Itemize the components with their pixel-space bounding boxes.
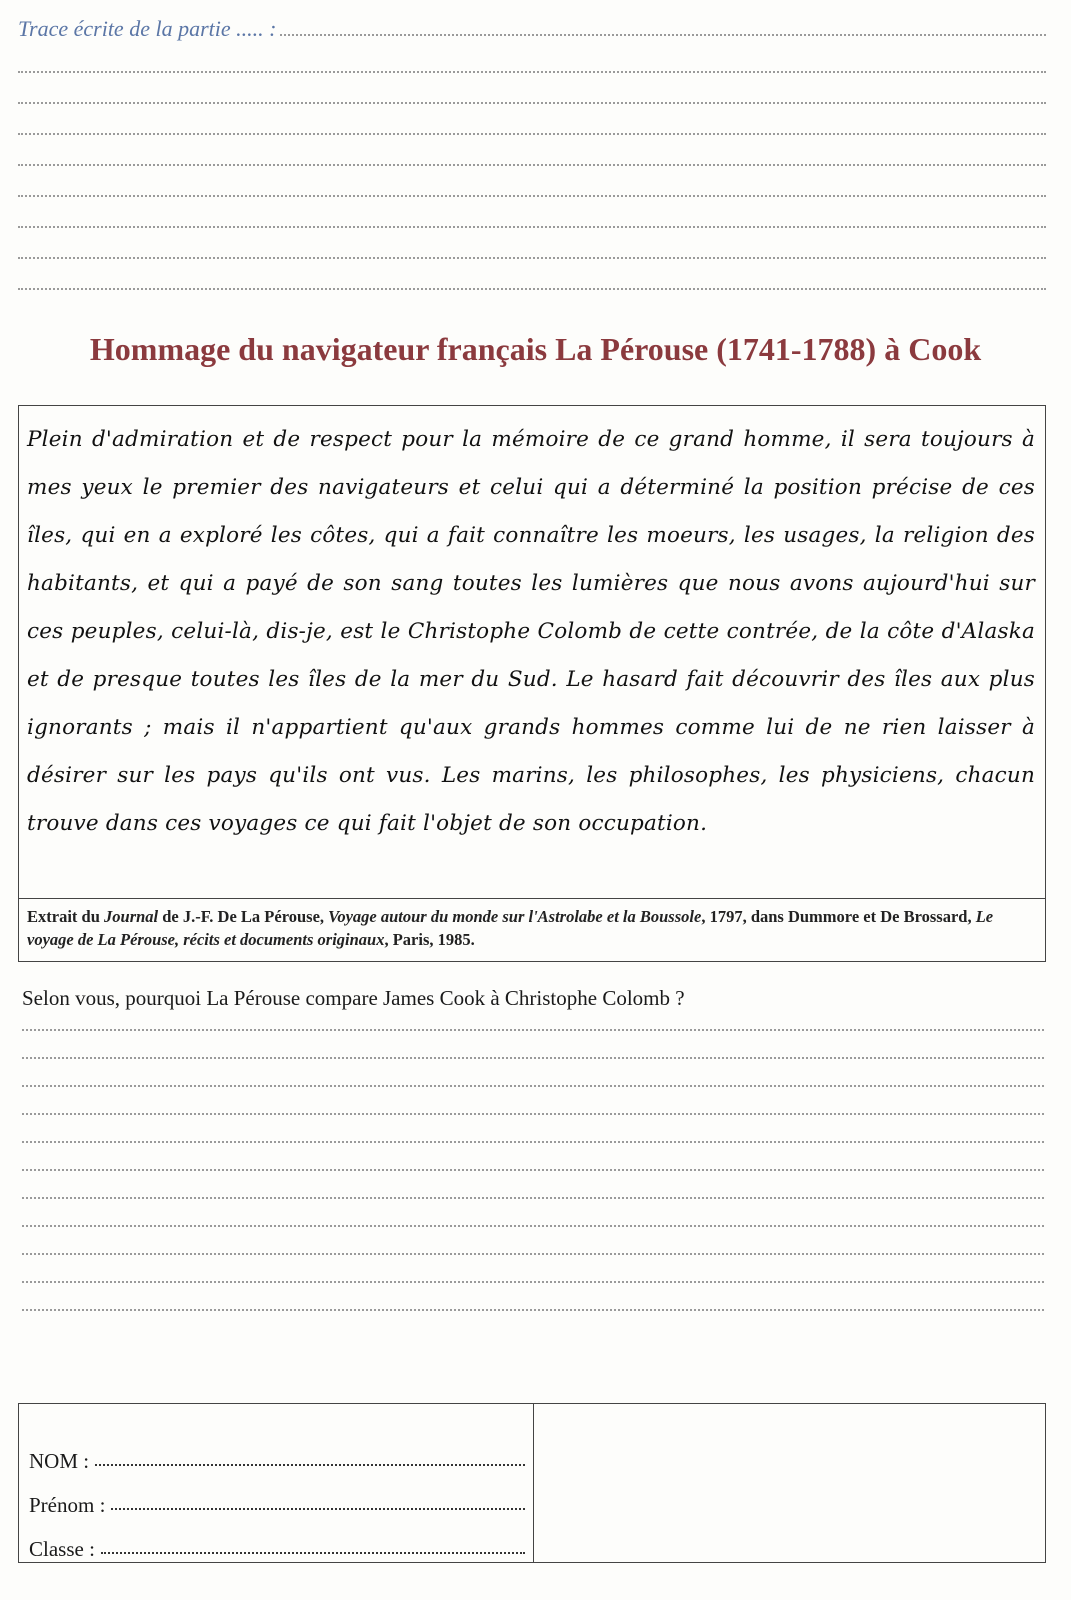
- nom-label: NOM :: [29, 1449, 90, 1473]
- answer-line[interactable]: [22, 1199, 1044, 1227]
- trace-write-line[interactable]: [280, 34, 1046, 36]
- classe-row: [19, 1518, 533, 1562]
- source-prefix: Extrait du: [27, 907, 105, 926]
- answer-line[interactable]: [22, 1171, 1044, 1199]
- trace-write-line[interactable]: [18, 73, 1046, 104]
- answer-line[interactable]: [22, 1059, 1044, 1087]
- nom-field[interactable]: [95, 1464, 525, 1466]
- quote-body: [19, 406, 1045, 899]
- answer-line[interactable]: [22, 1255, 1044, 1283]
- trace-write-lines: [18, 42, 1046, 290]
- source-collection-title: Le voyage de La Pérouse, récits et documents originaux: [27, 907, 994, 949]
- quote-frame: [18, 405, 1046, 962]
- source-end: , Paris, 1985.: [384, 930, 475, 949]
- trace-ecrite-section: [18, 12, 1046, 290]
- source-citation: [27, 905, 1035, 951]
- trace-ecrite-label: Trace écrite de la partie ..... :: [18, 16, 277, 41]
- source-middle: de J.-F. De La Pérouse,: [158, 907, 329, 926]
- trace-write-line[interactable]: [18, 259, 1046, 290]
- answer-line[interactable]: [22, 1283, 1044, 1311]
- prenom-label: Prénom :: [29, 1493, 106, 1517]
- identity-box: [18, 1403, 1046, 1563]
- question-text: Selon vous, pourquoi La Pérouse compare James Cook à Christophe Colomb ?: [22, 986, 685, 1010]
- trace-write-line[interactable]: [18, 166, 1046, 197]
- classe-label: Classe :: [29, 1537, 95, 1561]
- answer-line[interactable]: [22, 1087, 1044, 1115]
- identity-grade-area[interactable]: [534, 1404, 1045, 1562]
- source-after-book: , 1797, dans Dummore et De Brossard,: [701, 907, 976, 926]
- source-book-title: Voyage autour du monde sur l'Astrolabe et la Boussole: [328, 907, 702, 926]
- answer-line[interactable]: [22, 1115, 1044, 1143]
- source-journal: Journal: [104, 907, 159, 926]
- answer-line[interactable]: [22, 1227, 1044, 1255]
- prenom-row: [19, 1474, 533, 1518]
- answer-line[interactable]: [22, 1143, 1044, 1171]
- trace-write-line[interactable]: [18, 42, 1046, 73]
- trace-write-line[interactable]: [18, 197, 1046, 228]
- trace-ecrite-header: [18, 12, 1046, 42]
- answer-line[interactable]: [22, 1003, 1044, 1031]
- answer-lines: [22, 1003, 1044, 1311]
- trace-write-line[interactable]: [18, 104, 1046, 135]
- nom-row: [19, 1430, 533, 1474]
- answer-line[interactable]: [22, 1031, 1044, 1059]
- prenom-field[interactable]: [111, 1508, 525, 1510]
- identity-fields: [19, 1404, 534, 1562]
- classe-field[interactable]: [101, 1552, 525, 1554]
- document-title: Hommage du navigateur français La Pérouse (1741-1788) à Cook: [89, 331, 982, 367]
- trace-write-line[interactable]: [18, 228, 1046, 259]
- trace-write-line[interactable]: [18, 135, 1046, 166]
- quote-text: Plein d'admiration et de respect pour la mémoire de ce grand homme, il sera toujours à mes yeux le premier des navigateurs et celui qui a déterminé la position précise de ces îles, qui en a exploré les côtes, qui a fait connaître les moeurs, les usages, la religion des habitants, et qui a payé de son sang toutes les lumières que nous avons aujourd'hui sur ces peuples, celui-là, dis-je, est le Christophe Colomb de cette contrée, de la côte d'Alaska et de presque toutes les îles de la mer du Sud. Le hasard fait découvrir des îles aux plus ignorants ; mais il n'appartient qu'aux grands hommes comme lui de ne rien laisser à désirer sur les pays qu'ils ont vus. Les marins, les philosophes, les physiciens, chacun trouve dans ces voyages ce qui fait l'objet de son occupation.: [27, 427, 1035, 836]
